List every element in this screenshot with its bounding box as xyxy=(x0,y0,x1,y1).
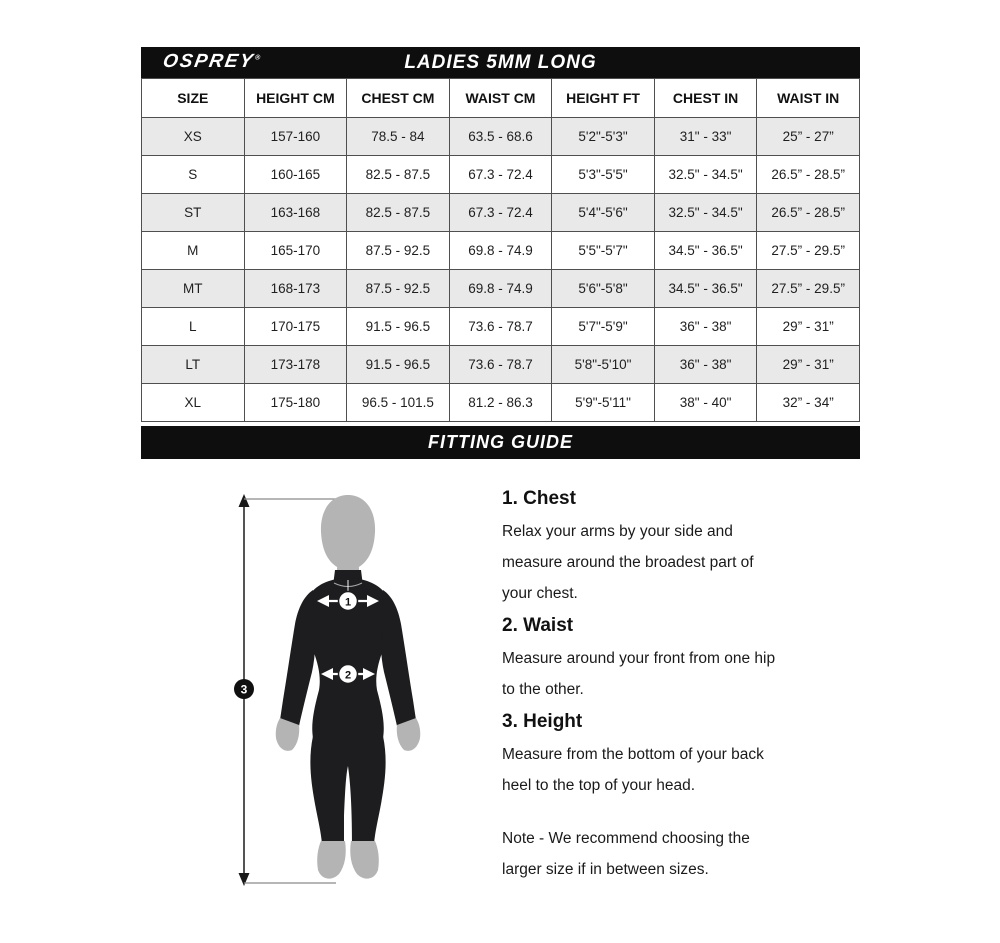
guide-body-height: Measure from the bottom of your back heel to the top of your head. xyxy=(502,746,764,794)
measurement-cell: 73.6 - 78.7 xyxy=(449,346,552,384)
measurement-cell: 5'2"-5'3" xyxy=(552,118,655,156)
fitting-figure-svg xyxy=(226,486,476,896)
size-row-mt xyxy=(142,270,860,308)
measurement-cell: 32” - 34” xyxy=(757,384,860,422)
measurement-cell: 81.2 - 86.3 xyxy=(449,384,552,422)
size-label-cell: XL xyxy=(142,384,245,422)
osprey-logo xyxy=(161,51,261,73)
column-header-waist-in: WAIST IN xyxy=(757,79,860,118)
measurement-cell: 63.5 - 68.6 xyxy=(449,118,552,156)
fitting-figure xyxy=(226,486,476,896)
measurement-cell: 87.5 - 92.5 xyxy=(347,232,450,270)
size-row-xs xyxy=(142,118,860,156)
size-row-xl xyxy=(142,384,860,422)
size-label-cell: MT xyxy=(142,270,245,308)
measurement-cell: 38" - 40" xyxy=(654,384,757,422)
size-row-m xyxy=(142,232,860,270)
column-header-chest-in: CHEST IN xyxy=(654,79,757,118)
guide-heading-waist: 2. Waist xyxy=(502,615,574,636)
measurement-cell: 34.5" - 36.5" xyxy=(654,270,757,308)
chart-title: LADIES 5MM LONG xyxy=(404,51,597,73)
column-header-chest-cm: CHEST CM xyxy=(347,79,450,118)
size-table-header-row xyxy=(142,79,860,118)
measurement-cell: 91.5 - 96.5 xyxy=(347,346,450,384)
ruler-arrow-down-icon xyxy=(239,873,250,886)
measurement-cell: 67.3 - 72.4 xyxy=(449,156,552,194)
size-chart xyxy=(141,47,860,459)
measurement-cell: 73.6 - 78.7 xyxy=(449,308,552,346)
size-table-body xyxy=(142,118,860,422)
registered-trademark-symbol: ® xyxy=(254,54,261,62)
fitting-guide-bar: FITTING GUIDE xyxy=(141,426,860,459)
measurement-cell: 5'3"-5'5" xyxy=(552,156,655,194)
measurement-cell: 67.3 - 72.4 xyxy=(449,194,552,232)
measurement-cell: 26.5” - 28.5” xyxy=(757,156,860,194)
measurement-cell: 32.5" - 34.5" xyxy=(654,156,757,194)
guide-heading-height: 3. Height xyxy=(502,711,583,732)
measurement-cell: 27.5” - 29.5” xyxy=(757,270,860,308)
guide-note: Note - We recommend choosing the larger size if in between sizes. xyxy=(502,830,750,878)
guide-heading-chest: 1. Chest xyxy=(502,488,576,509)
guide-body-chest: Relax your arms by your side and measure around the broadest part of your chest. xyxy=(502,523,754,602)
measurement-cell: 5'4"-5'6" xyxy=(552,194,655,232)
size-label-cell: XS xyxy=(142,118,245,156)
measurement-cell: 5'9"-5'11" xyxy=(552,384,655,422)
wetsuit-silhouette xyxy=(276,495,421,879)
size-table-head xyxy=(142,79,860,118)
measurement-cell: 25” - 27” xyxy=(757,118,860,156)
figure-left-foot xyxy=(317,841,346,879)
size-row-st xyxy=(142,194,860,232)
waist-marker-label: 2 xyxy=(344,669,352,682)
measurement-cell: 163-168 xyxy=(244,194,347,232)
measurement-cell: 69.8 - 74.9 xyxy=(449,232,552,270)
size-label-cell: L xyxy=(142,308,245,346)
measurement-cell: 34.5" - 36.5" xyxy=(654,232,757,270)
measurement-cell: 82.5 - 87.5 xyxy=(347,156,450,194)
column-header-size: SIZE xyxy=(142,79,245,118)
measurement-cell: 5'8"-5'10" xyxy=(552,346,655,384)
measurement-cell: 78.5 - 84 xyxy=(347,118,450,156)
measurement-cell: 96.5 - 101.5 xyxy=(347,384,450,422)
measurement-cell: 31" - 33" xyxy=(654,118,757,156)
measurement-cell: 165-170 xyxy=(244,232,347,270)
column-header-height-cm: HEIGHT CM xyxy=(244,79,347,118)
fitting-guide-text xyxy=(502,486,782,885)
column-header-waist-cm: WAIST CM xyxy=(449,79,552,118)
size-row-lt xyxy=(142,346,860,384)
figure-left-arm xyxy=(280,590,315,726)
guide-body-waist: Measure around your front from one hip to the other. xyxy=(502,650,776,698)
height-marker-label: 3 xyxy=(240,682,248,697)
measurement-cell: 69.8 - 74.9 xyxy=(449,270,552,308)
measurement-cell: 173-178 xyxy=(244,346,347,384)
size-label-cell: ST xyxy=(142,194,245,232)
size-label-cell: M xyxy=(142,232,245,270)
measurement-cell: 82.5 - 87.5 xyxy=(347,194,450,232)
measurement-cell: 29” - 31” xyxy=(757,308,860,346)
osprey-logo-text: OSPREY xyxy=(161,51,257,72)
figure-right-arm xyxy=(381,590,416,726)
size-row-s xyxy=(142,156,860,194)
measurement-cell: 32.5" - 34.5" xyxy=(654,194,757,232)
measurement-cell: 26.5” - 28.5” xyxy=(757,194,860,232)
measurement-cell: 91.5 - 96.5 xyxy=(347,308,450,346)
measurement-cell: 157-160 xyxy=(244,118,347,156)
size-table xyxy=(141,78,860,422)
size-label-cell: S xyxy=(142,156,245,194)
size-row-l xyxy=(142,308,860,346)
chart-header-bar xyxy=(141,47,860,78)
measurement-cell: 160-165 xyxy=(244,156,347,194)
chest-marker-label: 1 xyxy=(344,596,352,609)
measurement-cell: 36" - 38" xyxy=(654,346,757,384)
figure-legs xyxy=(310,736,385,844)
measurement-cell: 5'6"-5'8" xyxy=(552,270,655,308)
measurement-cell: 5'7"-5'9" xyxy=(552,308,655,346)
measurement-cell: 27.5” - 29.5” xyxy=(757,232,860,270)
measurement-cell: 170-175 xyxy=(244,308,347,346)
measurement-cell: 29” - 31” xyxy=(757,346,860,384)
column-header-height-ft: HEIGHT FT xyxy=(552,79,655,118)
measurement-cell: 175-180 xyxy=(244,384,347,422)
measurement-cell: 168-173 xyxy=(244,270,347,308)
measurement-cell: 5'5"-5'7" xyxy=(552,232,655,270)
ruler-arrow-up-icon xyxy=(239,494,250,507)
measurement-cell: 87.5 - 92.5 xyxy=(347,270,450,308)
figure-right-foot xyxy=(350,841,379,879)
measurement-cell: 36" - 38" xyxy=(654,308,757,346)
size-label-cell: LT xyxy=(142,346,245,384)
